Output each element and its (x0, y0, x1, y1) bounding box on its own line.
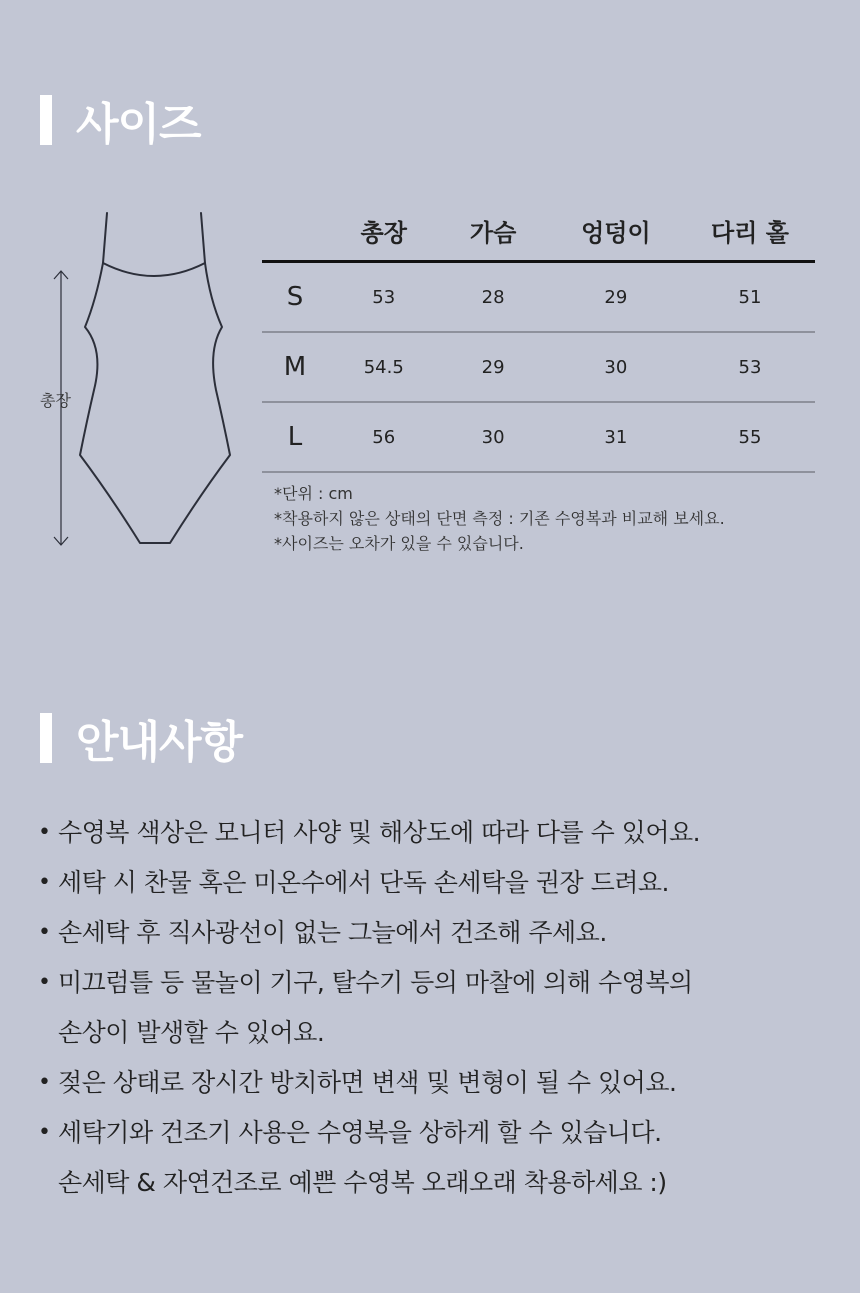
size-section-title: 사이즈 (76, 99, 201, 150)
note-size-tolerance: *사이즈는 오차가 있을 수 있습니다. (274, 534, 524, 553)
left-side-outline (80, 263, 160, 543)
bullet: • (38, 920, 51, 945)
care-guide-list (38, 808, 838, 1208)
note-unit: *단위 : cm (274, 484, 353, 503)
right-strap (201, 213, 205, 263)
bullet: • (38, 1120, 51, 1145)
heading-accent-bar (40, 713, 52, 763)
length-label: 총장 (40, 391, 71, 410)
chest-cell: 28 (439, 262, 546, 333)
list-item (38, 1058, 838, 1108)
header-leg-hole: 다리 홀 (685, 200, 815, 262)
table-row (262, 262, 815, 333)
length-cell: 54.5 (328, 332, 439, 402)
list-item-text-continued: 손세탁 & 자연건조로 예쁜 수영복 오래오래 착용하세요 :) (58, 1168, 667, 1197)
chest-cell: 30 (439, 402, 546, 472)
header-length: 총장 (328, 200, 439, 262)
guide-section-heading (40, 706, 242, 770)
bullet: • (38, 870, 51, 895)
size-section-heading (40, 88, 201, 152)
list-item (38, 908, 838, 958)
bullet: • (38, 820, 51, 845)
header-hip: 엉덩이 (547, 200, 685, 262)
hip-cell: 31 (547, 402, 685, 472)
header-chest: 가슴 (439, 200, 546, 262)
table-row (262, 402, 815, 472)
leg-cell: 53 (685, 332, 815, 402)
length-cell: 53 (328, 262, 439, 333)
hip-cell: 30 (547, 332, 685, 402)
right-side-outline (160, 263, 230, 543)
list-item (38, 1108, 838, 1208)
heading-accent-bar (40, 95, 52, 145)
leg-cell: 55 (685, 402, 815, 472)
neckline (103, 263, 205, 276)
bullet: • (38, 970, 51, 995)
list-item (38, 958, 838, 1058)
header-size (262, 200, 328, 262)
list-item-text-continued: 손상이 발생할 수 있어요. (58, 1018, 325, 1047)
list-item-text: 세탁기와 건조기 사용은 수영복을 상하게 할 수 있습니다. (58, 1118, 662, 1147)
size-table (262, 200, 815, 473)
bullet: • (38, 1070, 51, 1095)
size-cell: S (262, 262, 328, 333)
list-item-text: 세탁 시 찬물 혹은 미온수에서 단독 손세탁을 권장 드려요. (58, 868, 669, 897)
list-item (38, 808, 838, 858)
size-cell: L (262, 402, 328, 472)
list-item (38, 858, 838, 908)
table-row (262, 332, 815, 402)
note-measurement-method: *착용하지 않은 상태의 단면 측정 : 기존 수영복과 비교해 보세요. (274, 509, 725, 528)
left-strap (103, 213, 107, 263)
list-item-text: 수영복 색상은 모니터 사양 및 해상도에 따라 다를 수 있어요. (58, 818, 701, 847)
list-item-text: 미끄럼틀 등 물놀이 기구, 탈수기 등의 마찰에 의해 수영복의 (58, 968, 693, 997)
size-table-header-row (262, 200, 815, 262)
list-item-text: 젖은 상태로 장시간 방치하면 변색 및 변형이 될 수 있어요. (58, 1068, 677, 1097)
chest-cell: 29 (439, 332, 546, 402)
length-cell: 56 (328, 402, 439, 472)
leg-cell: 51 (685, 262, 815, 333)
list-item-text: 손세탁 후 직사광선이 없는 그늘에서 건조해 주세요. (58, 918, 607, 947)
guide-section-title: 안내사항 (76, 717, 243, 768)
swimsuit-outline-illustration (30, 205, 240, 555)
size-cell: M (262, 332, 328, 402)
measurement-notes (274, 481, 725, 556)
hip-cell: 29 (547, 262, 685, 333)
